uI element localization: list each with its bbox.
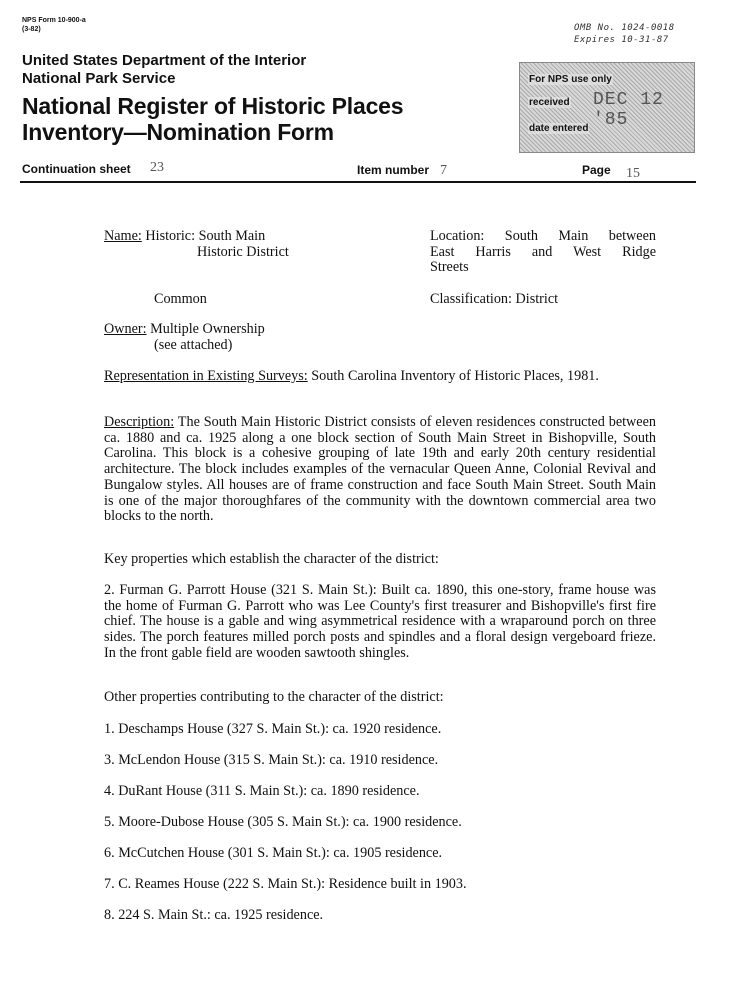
stamp-received-label: received: [529, 97, 570, 108]
classification: Classification: District: [430, 291, 559, 307]
list-item: 1. Deschamps House (327 S. Main St.): ca. 1920 residence.: [104, 721, 442, 737]
description-label: Description:: [104, 414, 175, 430]
stamp-received-date: DEC 12 '85: [593, 90, 664, 130]
owner-label: Owner:: [104, 321, 147, 337]
list-item: 6. McCutchen House (301 S. Main St.): ca. 1905 residence.: [104, 845, 443, 861]
omb-block: OMB No. 1024-0018 Expires 10-31-87: [574, 23, 675, 45]
owner-value: Multiple Ownership: [146, 321, 265, 337]
continuation-sheet-value: 23: [150, 160, 164, 175]
nps-use-stamp: [519, 62, 695, 153]
list-item: 7. C. Reames House (222 S. Main St.): Residence built in 1903.: [104, 876, 467, 892]
name-value: Historic: South Main: [141, 228, 266, 244]
item-number-label: Item number: [357, 163, 430, 177]
form-number: NPS Form 10-900-a (3-82): [22, 17, 86, 33]
key-property-item: 2. Furman G. Parrott House (321 S. Main St.): Built ca. 1890, this one-story, frame house was the home of Furman G. Parrott who was Lee County's first treasurer and Bishopville's first fire chief. The house is a gable and wing asymmetrical residence with a wraparound porch on three sides. The porch features milled porch posts and spindles and a floral design vergeboard frieze. In the front gable field are wooden sawtooth shingles.: [104, 582, 656, 661]
other-properties-intro: Other properties contributing to the character of the district:: [104, 689, 444, 705]
owner-line2: (see attached): [154, 337, 233, 353]
description-paragraph: Description: The South Main Historic District consists of eleven residences constructed between ca. 1880 and ca. 1925 along a one block section of South Main Street in Bishopville, South Carolina. This block is a cohesive grouping of late 19th and early 20th century residential architecture. The block includes examples of the vernacular Queen Anne, Colonial Revival and Bungalow styles. All houses are of frame construction and face South Main Street. South Main is one of the major thoroughfares of the community with the downtown commercial area two blocks to the north.: [104, 414, 656, 525]
representation-label: Representation in Existing Surveys:: [104, 368, 308, 384]
list-item: 8. 224 S. Main St.: ca. 1925 residence.: [104, 907, 324, 923]
common-label: Common: [154, 291, 207, 307]
page-label: Page: [582, 163, 611, 177]
page-value: 15: [626, 166, 640, 181]
list-item: 4. DuRant House (311 S. Main St.): ca. 1890 residence.: [104, 783, 420, 799]
location-block: Location: South Main between East Harris and West Ridge Streets: [430, 228, 656, 276]
representation-paragraph: Representation in Existing Surveys: South Carolina Inventory of Historic Places, 1981.: [104, 368, 599, 384]
service-name: National Park Service: [22, 70, 176, 87]
department-name: United States Department of the Interior: [22, 52, 307, 69]
name-line: [104, 229, 265, 245]
stamp-for-nps-label: For NPS use only: [529, 74, 612, 85]
stamp-date-entered-label: date entered: [529, 123, 589, 134]
list-item: 5. Moore-Dubose House (305 S. Main St.): ca. 1900 residence.: [104, 814, 462, 830]
name-line2: Historic District: [197, 244, 289, 260]
header-rule: [20, 181, 696, 183]
key-properties-intro: Key properties which establish the character of the district:: [104, 551, 439, 567]
name-label: Name:: [104, 228, 142, 244]
form-title-line2: Inventory—Nomination Form: [22, 119, 334, 145]
continuation-sheet-label: Continuation sheet: [22, 162, 131, 176]
list-item: 3. McLendon House (315 S. Main St.): ca. 1910 residence.: [104, 752, 439, 768]
item-number-value: 7: [440, 163, 447, 178]
owner-line: [104, 322, 265, 338]
form-title-line1: National Register of Historic Places: [22, 93, 404, 119]
